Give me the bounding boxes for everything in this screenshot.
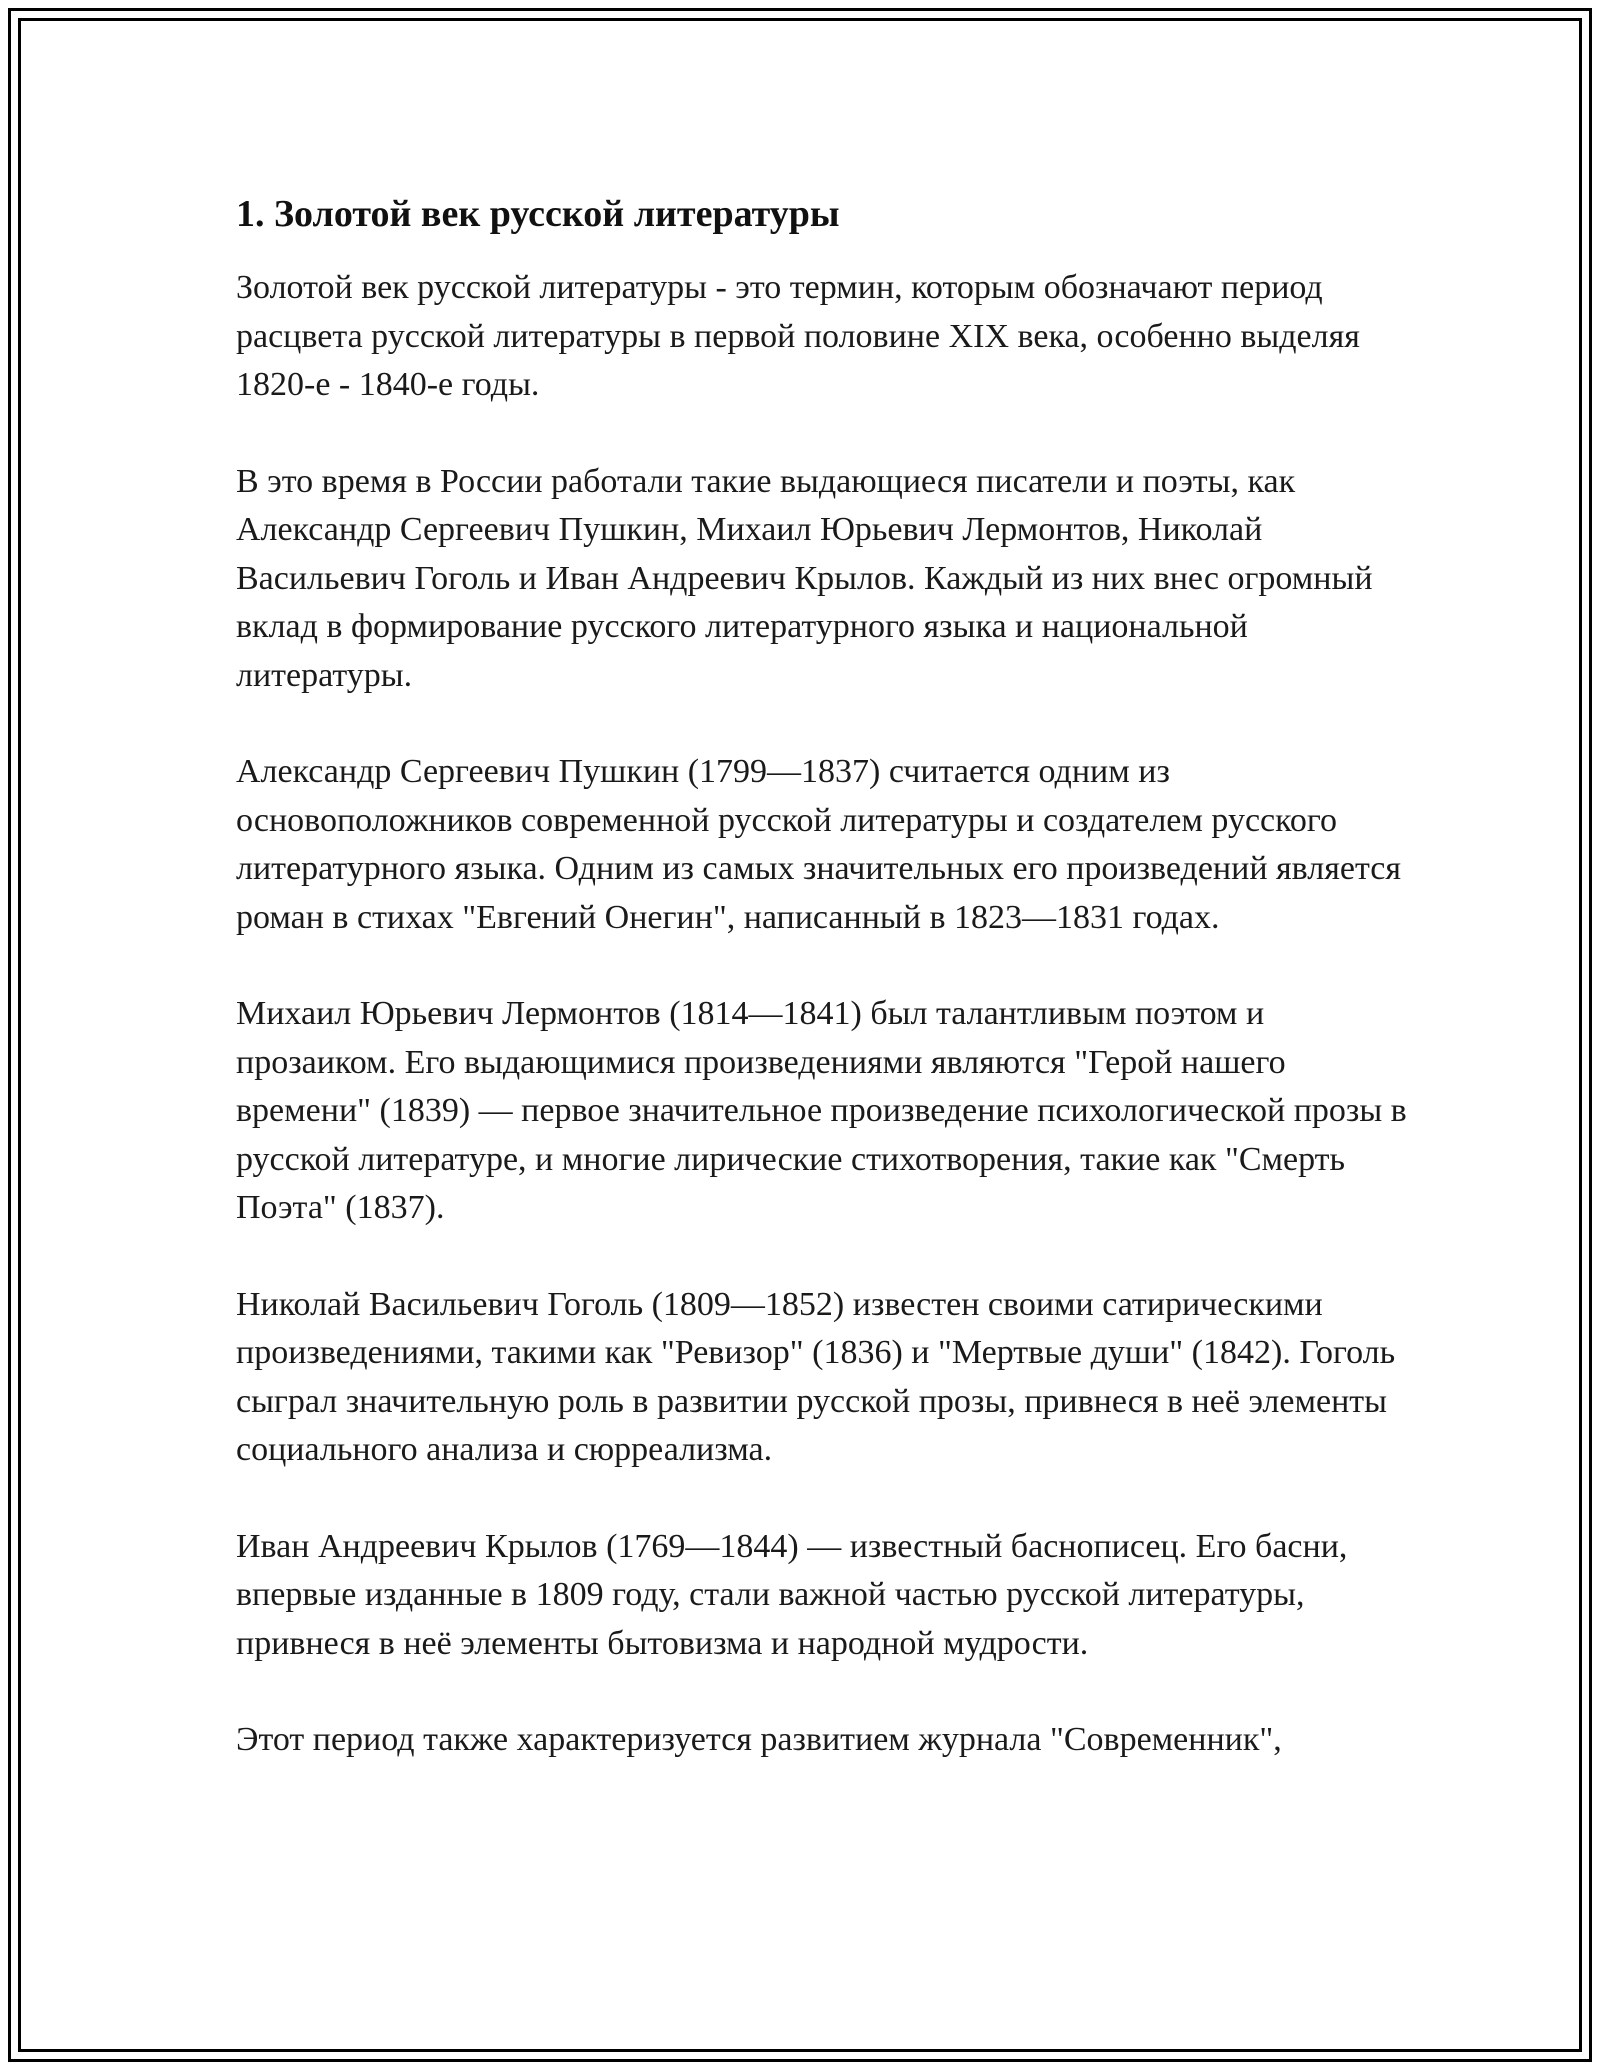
paragraph-writers: В это время в России работали такие выдающиеся писатели и поэты, как Александр Сергеевич Пушкин, Михаил Юрьевич Лермонтов, Николай Васильевич Гоголь и Иван Андреевич Крылов. Каждый из них внес огромный вклад в формирование русского литературного языка и национальной литературы. [236,462,1373,694]
document-body [236,190,1416,1813]
paragraph-intro: Золотой век русской литературы - это термин, которым обозначают период расцвета русской литературы в первой половине XIX века, особенно выделяя 1820-е - 1840-е годы. [236,269,1360,403]
paragraph-krylov: Иван Андреевич Крылов (1769—1844) — известный баснописец. Его басни, впервые изданные в 1809 году, стали важной частью русской литературы, привнеся в неё элементы бытовизма и народной мудрости. [236,1527,1348,1662]
paragraph-gogol: Николай Васильевич Гоголь (1809—1852) известен своими сатирическими произведениями, такими как "Ревизор" (1836) и "Мертвые души" (1842). Гоголь сыграл значительную роль в развитии русской прозы, привнеся в неё элементы социального анализа и сюрреализма. [236,1285,1396,1468]
paragraph-pushkin: Александр Сергеевич Пушкин (1799—1837) считается одним из основоположников современной русской литературы и создателем русского литературного языка. Одним из самых значительных его произведений является роман в стихах "Евгений Онегин", написанный в 1823—1831 годах. [236,753,1401,936]
paragraph-sovremennik: Этот период также характеризуется развитием журнала "Современник", [236,1721,1282,1758]
section-heading: 1. Золотой век русской литературы [236,193,840,235]
paragraph-lermontov: Михаил Юрьевич Лермонтов (1814—1841) был талантливым поэтом и прозаиком. Его выдающимися произведениями являются "Герой нашего времени" (1839) — первое значительное произведение психологической прозы в русской литературе, и многие лирические стихотворения, такие как "Смерть Поэта" (1837). [236,995,1407,1226]
